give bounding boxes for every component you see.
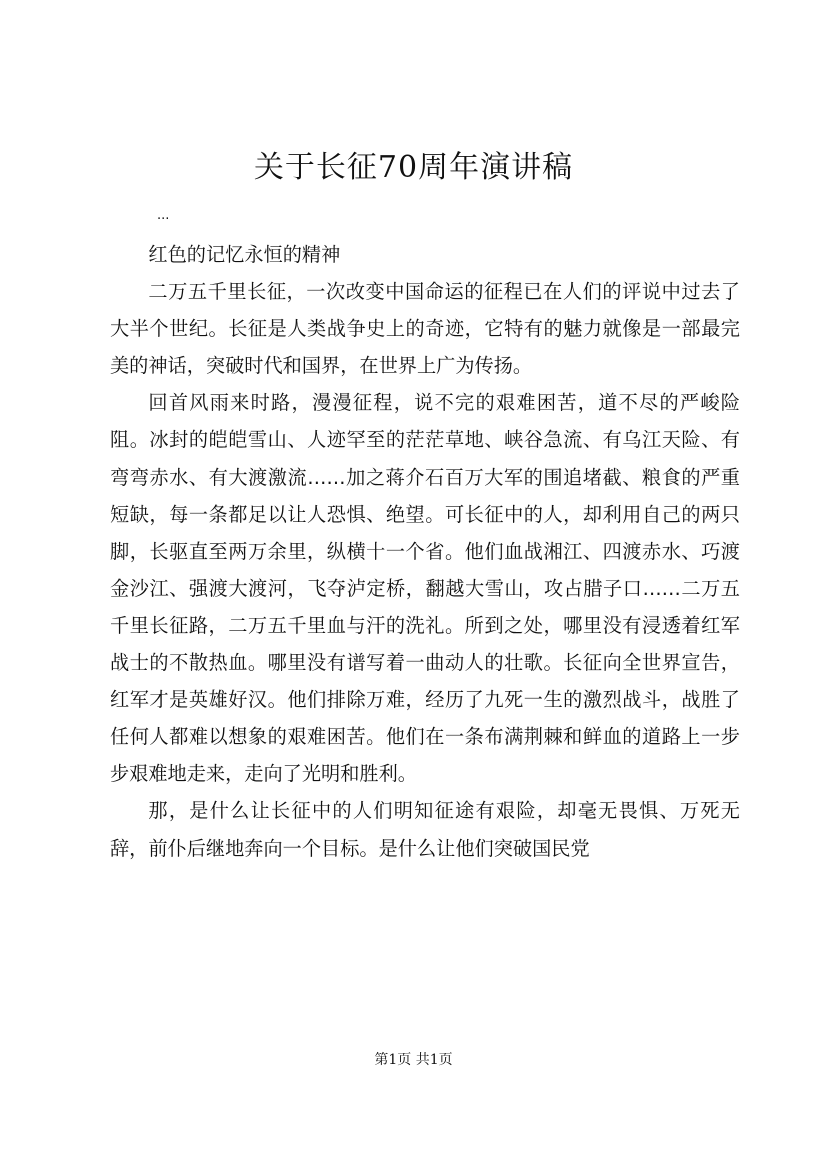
subtitle-paragraph: 红色的记忆永恒的精神 <box>148 243 341 266</box>
page-footer: 第1页 共1页 <box>374 1052 453 1068</box>
body-paragraph: 二万五千里长征，一次改变中国命运的征程已在人们的评说中过去了大半个世纪。长征是人类战争史上的奇迹，它特有的魅力就像是一部最完美的神话，突破时代和国界，在世界上广为传扬。 <box>110 280 740 378</box>
body-paragraph: 那，是什么让长征中的人们明知征途有艰险，却毫无畏惧、万死无辞，前仆后继地奔向一个目标。是什么让他们突破国民党 <box>110 799 740 860</box>
ellipsis-marker: ... <box>157 208 170 223</box>
document-body <box>110 236 740 867</box>
document-title: 关于长征70周年演讲稿 <box>253 150 574 185</box>
body-paragraph: 回首风雨来时路，漫漫征程，说不完的艰难困苦，道不尽的严峻险阻。冰封的皑皑雪山、人迹罕至的茫茫草地、峡谷急流、有乌江天险、有弯弯赤水、有大渡激流……加之蒋介石百万大军的围追堵截、粮食的严重短缺，每一条都足以让人恐惧、绝望。可长征中的人，却利用自己的两只脚，长驱直至两万余里，纵横十一个省。他们血战湘江、四渡赤水、巧渡金沙江、强渡大渡河，飞夺泸定桥，翻越大雪山，攻占腊子口……二万五千里长征路，二万五千里血与汗的洗礼。所到之处，哪里没有浸透着红军战士的不散热血。哪里没有谱写着一曲动人的壮歌。长征向全世界宣告，红军才是英雄好汉。他们排除万难，经历了九死一生的激烈战斗，战胜了任何人都难以想象的艰难困苦。他们在一条布满荆棘和鲜血的道路上一步步艰难地走来，走向了光明和胜利。 <box>110 391 740 786</box>
